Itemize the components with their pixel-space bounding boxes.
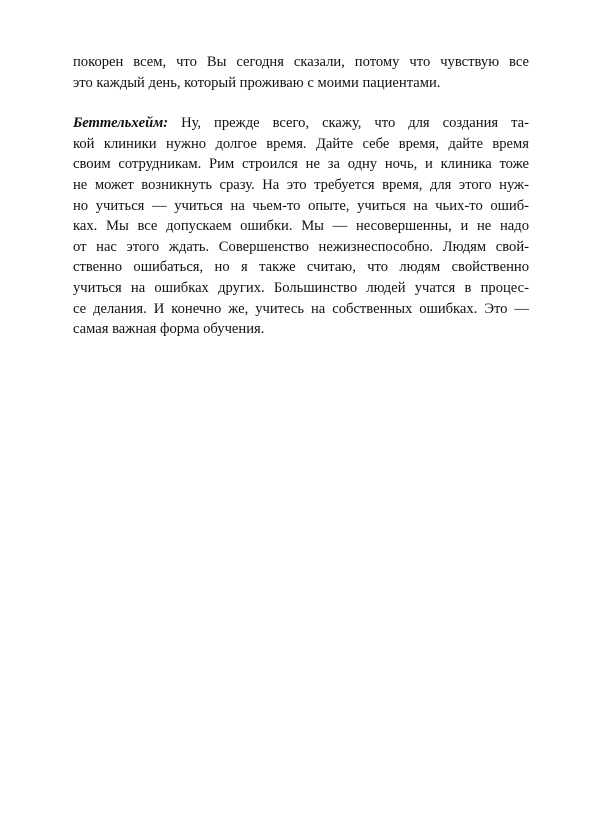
text-line: се делания. И конечно же, учитесь на собственных ошибках. Это — [73, 300, 529, 317]
speaker-text: Ну, прежде всего, скажу, что для создания та- [181, 115, 529, 132]
text-line: кой клиники нужно долгое время. Дайте себе время, дайте время [73, 135, 529, 152]
text-line: учиться на ошибках других. Большинство людей учатся в процес- [73, 279, 529, 296]
text-line: ственно ошибаться, но я также считаю, что людям свойственно [73, 259, 529, 276]
text-line: покорен всем, что Вы сегодня сказали, потому что чувствую все [73, 54, 529, 70]
text-line: но учиться — учиться на чьем-то опыте, учиться на чьих-то ошиб- [73, 197, 529, 214]
paragraph-bettelheim [73, 113, 529, 340]
text-line: от нас этого ждать. Совершенство нежизнеспособно. Людям свой- [73, 238, 529, 255]
speaker-name: Беттельхейм: [73, 115, 169, 132]
text-line: это каждый день, который проживаю с моими пациентами. [73, 74, 441, 91]
paragraph-continuation [73, 52, 529, 93]
text-line: своим сотрудникам. Рим строился не за одну ночь, и клиника тоже [73, 156, 529, 173]
document-page [73, 52, 529, 340]
text-line: самая важная форма обучения. [73, 321, 265, 338]
text-line [73, 113, 529, 134]
text-line: не может возникнуть сразу. На это требуется время, для этого нуж- [73, 176, 529, 193]
text-line: ках. Мы все допускаем ошибки. Мы — несовершенны, и не надо [73, 218, 529, 235]
